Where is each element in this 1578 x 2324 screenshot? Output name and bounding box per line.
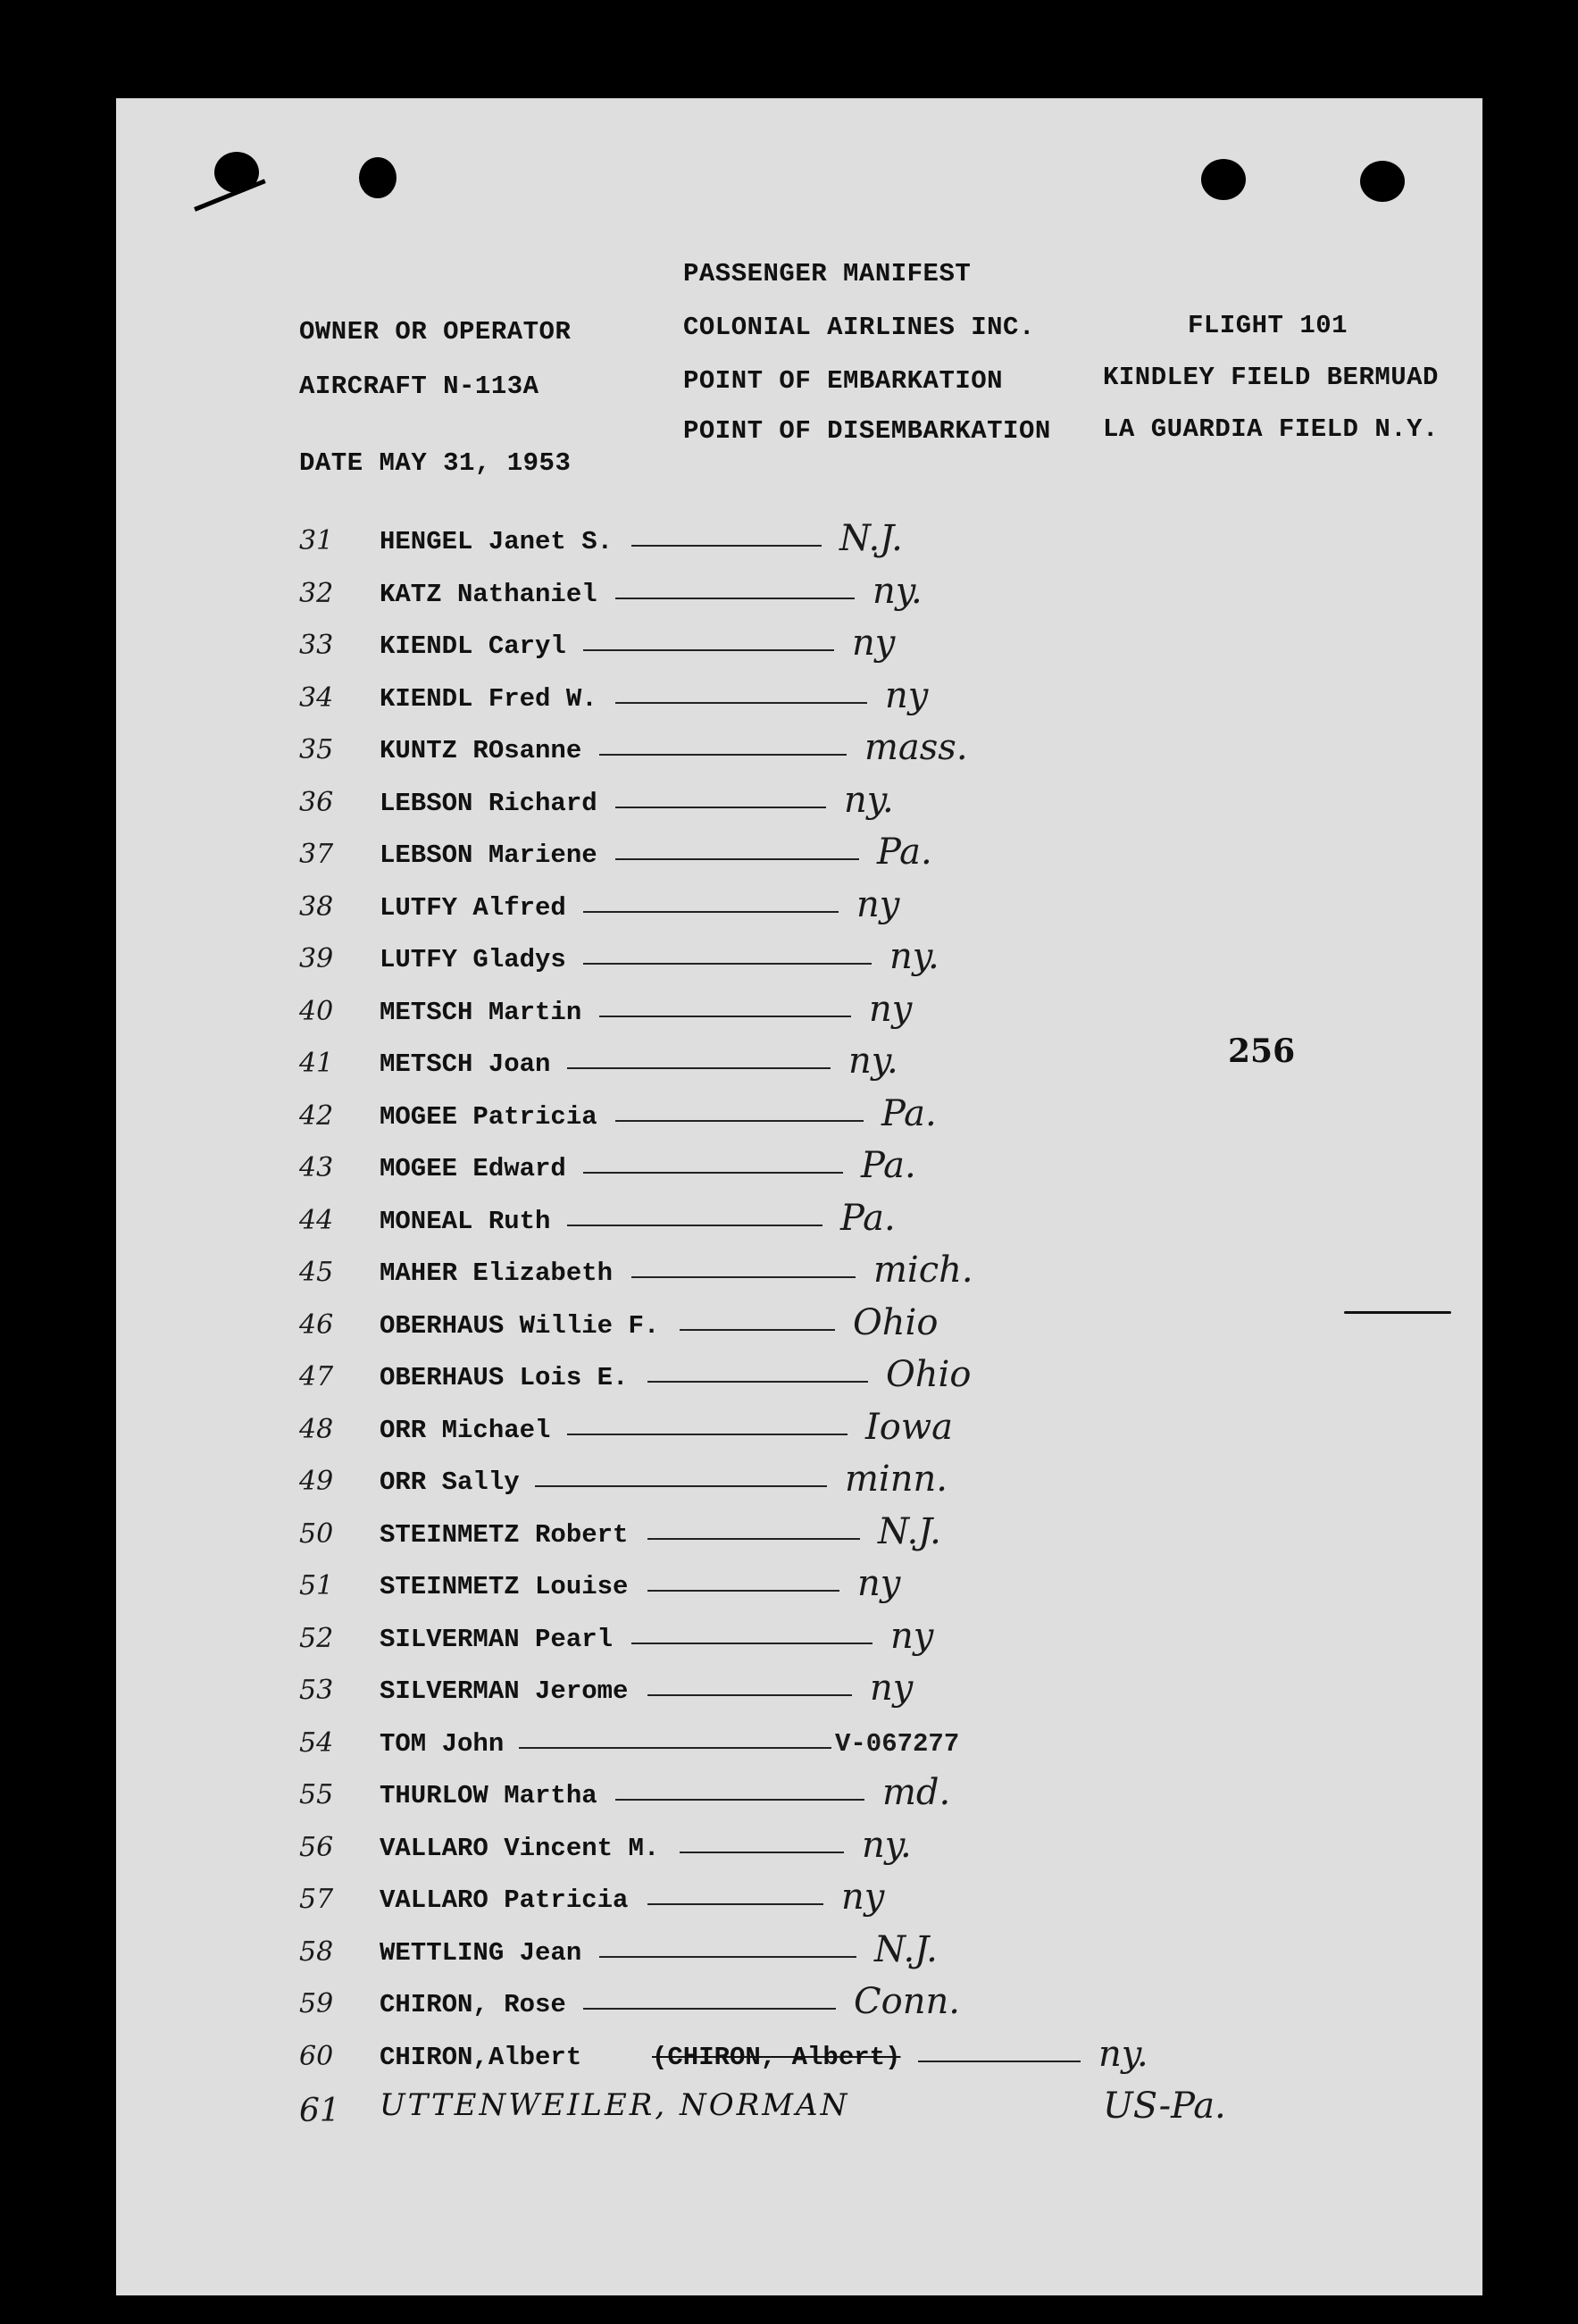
passenger-row [116, 884, 1482, 936]
separator-line [583, 963, 872, 965]
passenger-name: HENGEL Janet S. [380, 527, 614, 556]
passenger-number: 32 [299, 577, 334, 609]
passenger-name: OBERHAUS Lois E. [380, 1363, 629, 1392]
passenger-number: 54 [299, 1726, 334, 1759]
passenger-number: 45 [299, 1257, 334, 1288]
separator-line [599, 754, 847, 756]
separator-line [519, 1747, 831, 1749]
passenger-name: MAHER Elizabeth [380, 1258, 614, 1288]
separator-line [647, 1538, 860, 1540]
passenger-row [116, 1511, 1482, 1563]
passenger-state: ny. [848, 1041, 898, 1082]
passenger-name: METSCH Joan [380, 1049, 551, 1079]
flight-number: FLIGHT 101 [1188, 311, 1348, 340]
manifest-title: PASSENGER MANIFEST [683, 259, 972, 288]
manifest-page [116, 98, 1482, 2295]
passenger-state: ny. [872, 570, 923, 612]
struck-name: (CHIRON, Albert) [652, 2042, 901, 2072]
passenger-row [116, 1459, 1482, 1510]
passenger-row [116, 1563, 1482, 1615]
passenger-state: N.J. [878, 1510, 941, 1552]
passenger-row [116, 2086, 1482, 2137]
passenger-row [116, 1250, 1482, 1301]
passenger-number: 58 [299, 1935, 334, 1968]
separator-line [631, 1276, 856, 1278]
passenger-state: Pa. [877, 832, 932, 873]
passenger-number: 33 [299, 630, 334, 661]
separator-line [615, 858, 859, 860]
separator-line [567, 1434, 847, 1435]
passenger-state: ny. [889, 936, 939, 977]
passenger-number: 60 [299, 2040, 334, 2072]
passenger-number: 55 [299, 1779, 334, 1810]
passenger-state: Pa. [840, 1197, 896, 1239]
passenger-number: 37 [299, 839, 334, 870]
passenger-number: 44 [299, 1204, 334, 1236]
passenger-name: SILVERMAN Pearl [380, 1624, 614, 1654]
page-number: 256 [1228, 1032, 1296, 1070]
separator-line [615, 1799, 864, 1801]
passenger-number: 49 [299, 1466, 334, 1497]
passenger-row [116, 780, 1482, 832]
separator-line [647, 1903, 823, 1905]
separator-line [583, 649, 834, 651]
passenger-state: mass. [864, 727, 968, 768]
separator-line [599, 1956, 856, 1958]
passenger-number: 42 [299, 1099, 334, 1132]
separator-line [647, 1694, 852, 1696]
passenger-state: ny [869, 988, 913, 1030]
passenger-state: Pa. [881, 1092, 937, 1134]
passenger-state: N.J. [874, 1928, 938, 1970]
passenger-row [116, 1616, 1482, 1668]
passenger-row [116, 1877, 1482, 1928]
passenger-name: KIENDL Caryl [380, 631, 566, 661]
passenger-row [116, 727, 1482, 779]
stray-mark [1344, 1311, 1451, 1314]
separator-line [567, 1067, 831, 1069]
passenger-number: 56 [299, 1831, 334, 1863]
embarkation-value: KINDLEY FIELD BERMUAD [1103, 363, 1439, 392]
passenger-state: Pa. [861, 1145, 916, 1186]
passenger-name: LEBSON Richard [380, 788, 597, 818]
passenger-row [116, 1302, 1482, 1354]
passenger-row [116, 1720, 1482, 1772]
passenger-row [116, 1407, 1482, 1459]
passenger-row [116, 1929, 1482, 1981]
passenger-state: ny [870, 1668, 914, 1709]
passenger-state: Ohio [853, 1301, 939, 1343]
passenger-number: 38 [299, 890, 334, 923]
separator-line [567, 1225, 822, 1226]
passenger-number: 48 [299, 1413, 334, 1445]
passenger-name: SILVERMAN Jerome [380, 1676, 629, 1706]
passenger-state: ny [841, 1877, 885, 1918]
passenger-state: minn. [845, 1459, 948, 1500]
separator-line [615, 1120, 864, 1122]
passenger-number: 34 [299, 681, 334, 714]
passenger-number: 39 [299, 943, 334, 974]
passenger-state: ny [890, 1615, 934, 1657]
passenger-name: LUTFY Gladys [380, 945, 566, 974]
passenger-state: ny. [862, 1824, 912, 1866]
passenger-number: 41 [299, 1048, 334, 1079]
passenger-number: 61 [299, 2093, 340, 2129]
passenger-row [116, 1145, 1482, 1197]
separator-line [918, 2061, 1081, 2062]
separator-line [615, 807, 826, 808]
passenger-name: UTTENWEILER, NORMAN [380, 2087, 850, 2123]
passenger-number: 47 [299, 1361, 334, 1392]
passenger-name: MONEAL Ruth [380, 1206, 551, 1236]
passenger-name: MOGEE Edward [380, 1154, 566, 1183]
owner-label: OWNER OR OPERATOR [299, 317, 572, 347]
passenger-state: mich. [873, 1250, 973, 1291]
passenger-row [116, 1354, 1482, 1406]
passenger-state: Iowa [865, 1406, 953, 1448]
passenger-number: 40 [299, 995, 334, 1027]
passenger-state: Ohio [886, 1354, 972, 1395]
passenger-row [116, 1198, 1482, 1250]
separator-line [615, 702, 867, 704]
separator-line [647, 1381, 868, 1383]
separator-line [615, 598, 855, 599]
punch-hole-4 [1360, 161, 1405, 202]
passenger-name: OBERHAUS Willie F. [380, 1310, 660, 1341]
passenger-state: Conn. [854, 1981, 960, 2022]
passenger-number: 59 [299, 1988, 334, 2019]
passenger-name: KATZ Nathaniel [380, 579, 597, 609]
passenger-state: N.J. [839, 518, 903, 559]
passenger-name: KIENDL Fred W. [380, 683, 597, 714]
passenger-name: LUTFY Alfred [380, 892, 566, 923]
passenger-name: MOGEE Patricia [380, 1101, 597, 1132]
embarkation-label: POINT OF EMBARKATION [683, 366, 1004, 396]
separator-line [583, 1172, 843, 1174]
passenger-row [116, 518, 1482, 570]
passenger-name: THURLOW Martha [380, 1781, 597, 1810]
manifest-date: DATE MAY 31, 1953 [299, 448, 572, 478]
separator-line [599, 1016, 851, 1017]
passenger-state: md. [882, 1772, 951, 1813]
passenger-state: ny. [1098, 2033, 1148, 2075]
passenger-name: CHIRON, Rose [380, 1990, 566, 2019]
separator-line [631, 1643, 872, 1644]
passenger-row [116, 832, 1482, 883]
disembarkation-value: LA GUARDIA FIELD N.Y. [1103, 414, 1439, 444]
passenger-name: VALLARO Patricia [380, 1885, 629, 1915]
passenger-number: 51 [299, 1570, 334, 1601]
separator-line [647, 1590, 839, 1592]
separator-line [583, 2008, 836, 2010]
passenger-row [116, 1668, 1482, 1719]
separator-line [583, 911, 839, 913]
passenger-name: ORR Sally [380, 1467, 520, 1497]
passenger-row [116, 1093, 1482, 1145]
passenger-number: 53 [299, 1675, 334, 1706]
separator-line [535, 1485, 827, 1487]
passenger-row [116, 936, 1482, 988]
passenger-state: US-Pa. [1103, 2086, 1226, 2127]
passenger-number: 31 [299, 525, 334, 556]
passenger-number: 36 [299, 786, 334, 818]
aircraft: AIRCRAFT N-113A [299, 372, 539, 401]
passenger-state: ny [885, 674, 929, 716]
passenger-number: 35 [299, 734, 334, 765]
passenger-name: STEINMETZ Robert [380, 1519, 629, 1550]
punch-hole-3 [1201, 159, 1246, 200]
passenger-name: LEBSON Mariene [380, 840, 597, 870]
separator-line [631, 545, 822, 547]
owner-value: COLONIAL AIRLINES INC. [683, 313, 1035, 342]
passenger-row [116, 623, 1482, 674]
separator-line [680, 1329, 835, 1331]
passenger-number: 43 [299, 1152, 334, 1183]
passenger-row [116, 1772, 1482, 1824]
passenger-name: VALLARO Vincent M. [380, 1833, 660, 1863]
passenger-name: CHIRON,Albert [380, 2042, 582, 2072]
passenger-state: V-067277 [835, 1728, 960, 1759]
passenger-row [116, 571, 1482, 623]
passenger-name: STEINMETZ Louise [380, 1572, 629, 1601]
separator-line [680, 1852, 844, 1853]
passenger-number: 50 [299, 1517, 334, 1550]
passenger-state: ny [852, 623, 896, 664]
passenger-name: WETTLING Jean [380, 1937, 582, 1968]
passenger-name: KUNTZ ROsanne [380, 736, 582, 765]
disembarkation-label: POINT OF DISEMBARKATION [683, 416, 1051, 446]
passenger-state: ny [857, 1563, 901, 1604]
punch-hole-2 [359, 157, 397, 198]
passenger-number: 57 [299, 1884, 334, 1915]
passenger-row [116, 1825, 1482, 1877]
passenger-name: ORR Michael [380, 1415, 551, 1445]
passenger-state: ny. [844, 779, 894, 821]
passenger-row [116, 675, 1482, 727]
passenger-name: TOM John [380, 1728, 505, 1759]
passenger-state: ny [856, 883, 900, 925]
passenger-row [116, 1981, 1482, 2033]
passenger-number: 52 [299, 1622, 334, 1654]
passenger-number: 46 [299, 1308, 334, 1341]
passenger-name: METSCH Martin [380, 997, 582, 1027]
passenger-row [116, 2034, 1482, 2086]
